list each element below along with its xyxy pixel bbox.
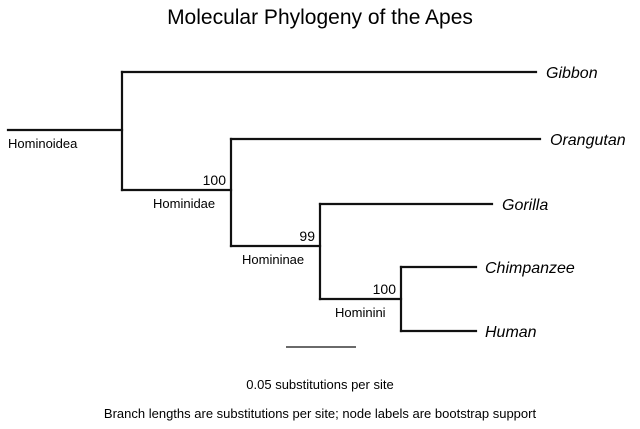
bootstrap-homininae: 99	[299, 228, 315, 244]
bootstrap-hominidae: 100	[202, 172, 226, 188]
scale-bar-label: 0.05 substitutions per site	[246, 377, 394, 392]
clade-label-hominidae: Hominidae	[153, 196, 216, 211]
clade-label-homininae: Homininae	[242, 252, 305, 267]
taxon-label-chimpanzee: Chimpanzee	[485, 260, 575, 277]
figure-caption: Branch lengths are substitutions per site; node labels are bootstrap support	[103, 406, 537, 421]
taxon-label-gibbon: Gibbon	[546, 65, 598, 82]
taxon-label-gorilla: Gorilla	[502, 197, 549, 214]
clade-label-hominini: Hominini	[335, 305, 386, 320]
taxon-label-orangutan: Orangutan	[550, 132, 626, 149]
clade-label-hominoidea: Hominoidea	[8, 136, 78, 151]
page-title: Molecular Phylogeny of the Apes	[167, 6, 473, 29]
taxon-label-human: Human	[485, 324, 537, 341]
bootstrap-hominini: 100	[372, 281, 396, 297]
